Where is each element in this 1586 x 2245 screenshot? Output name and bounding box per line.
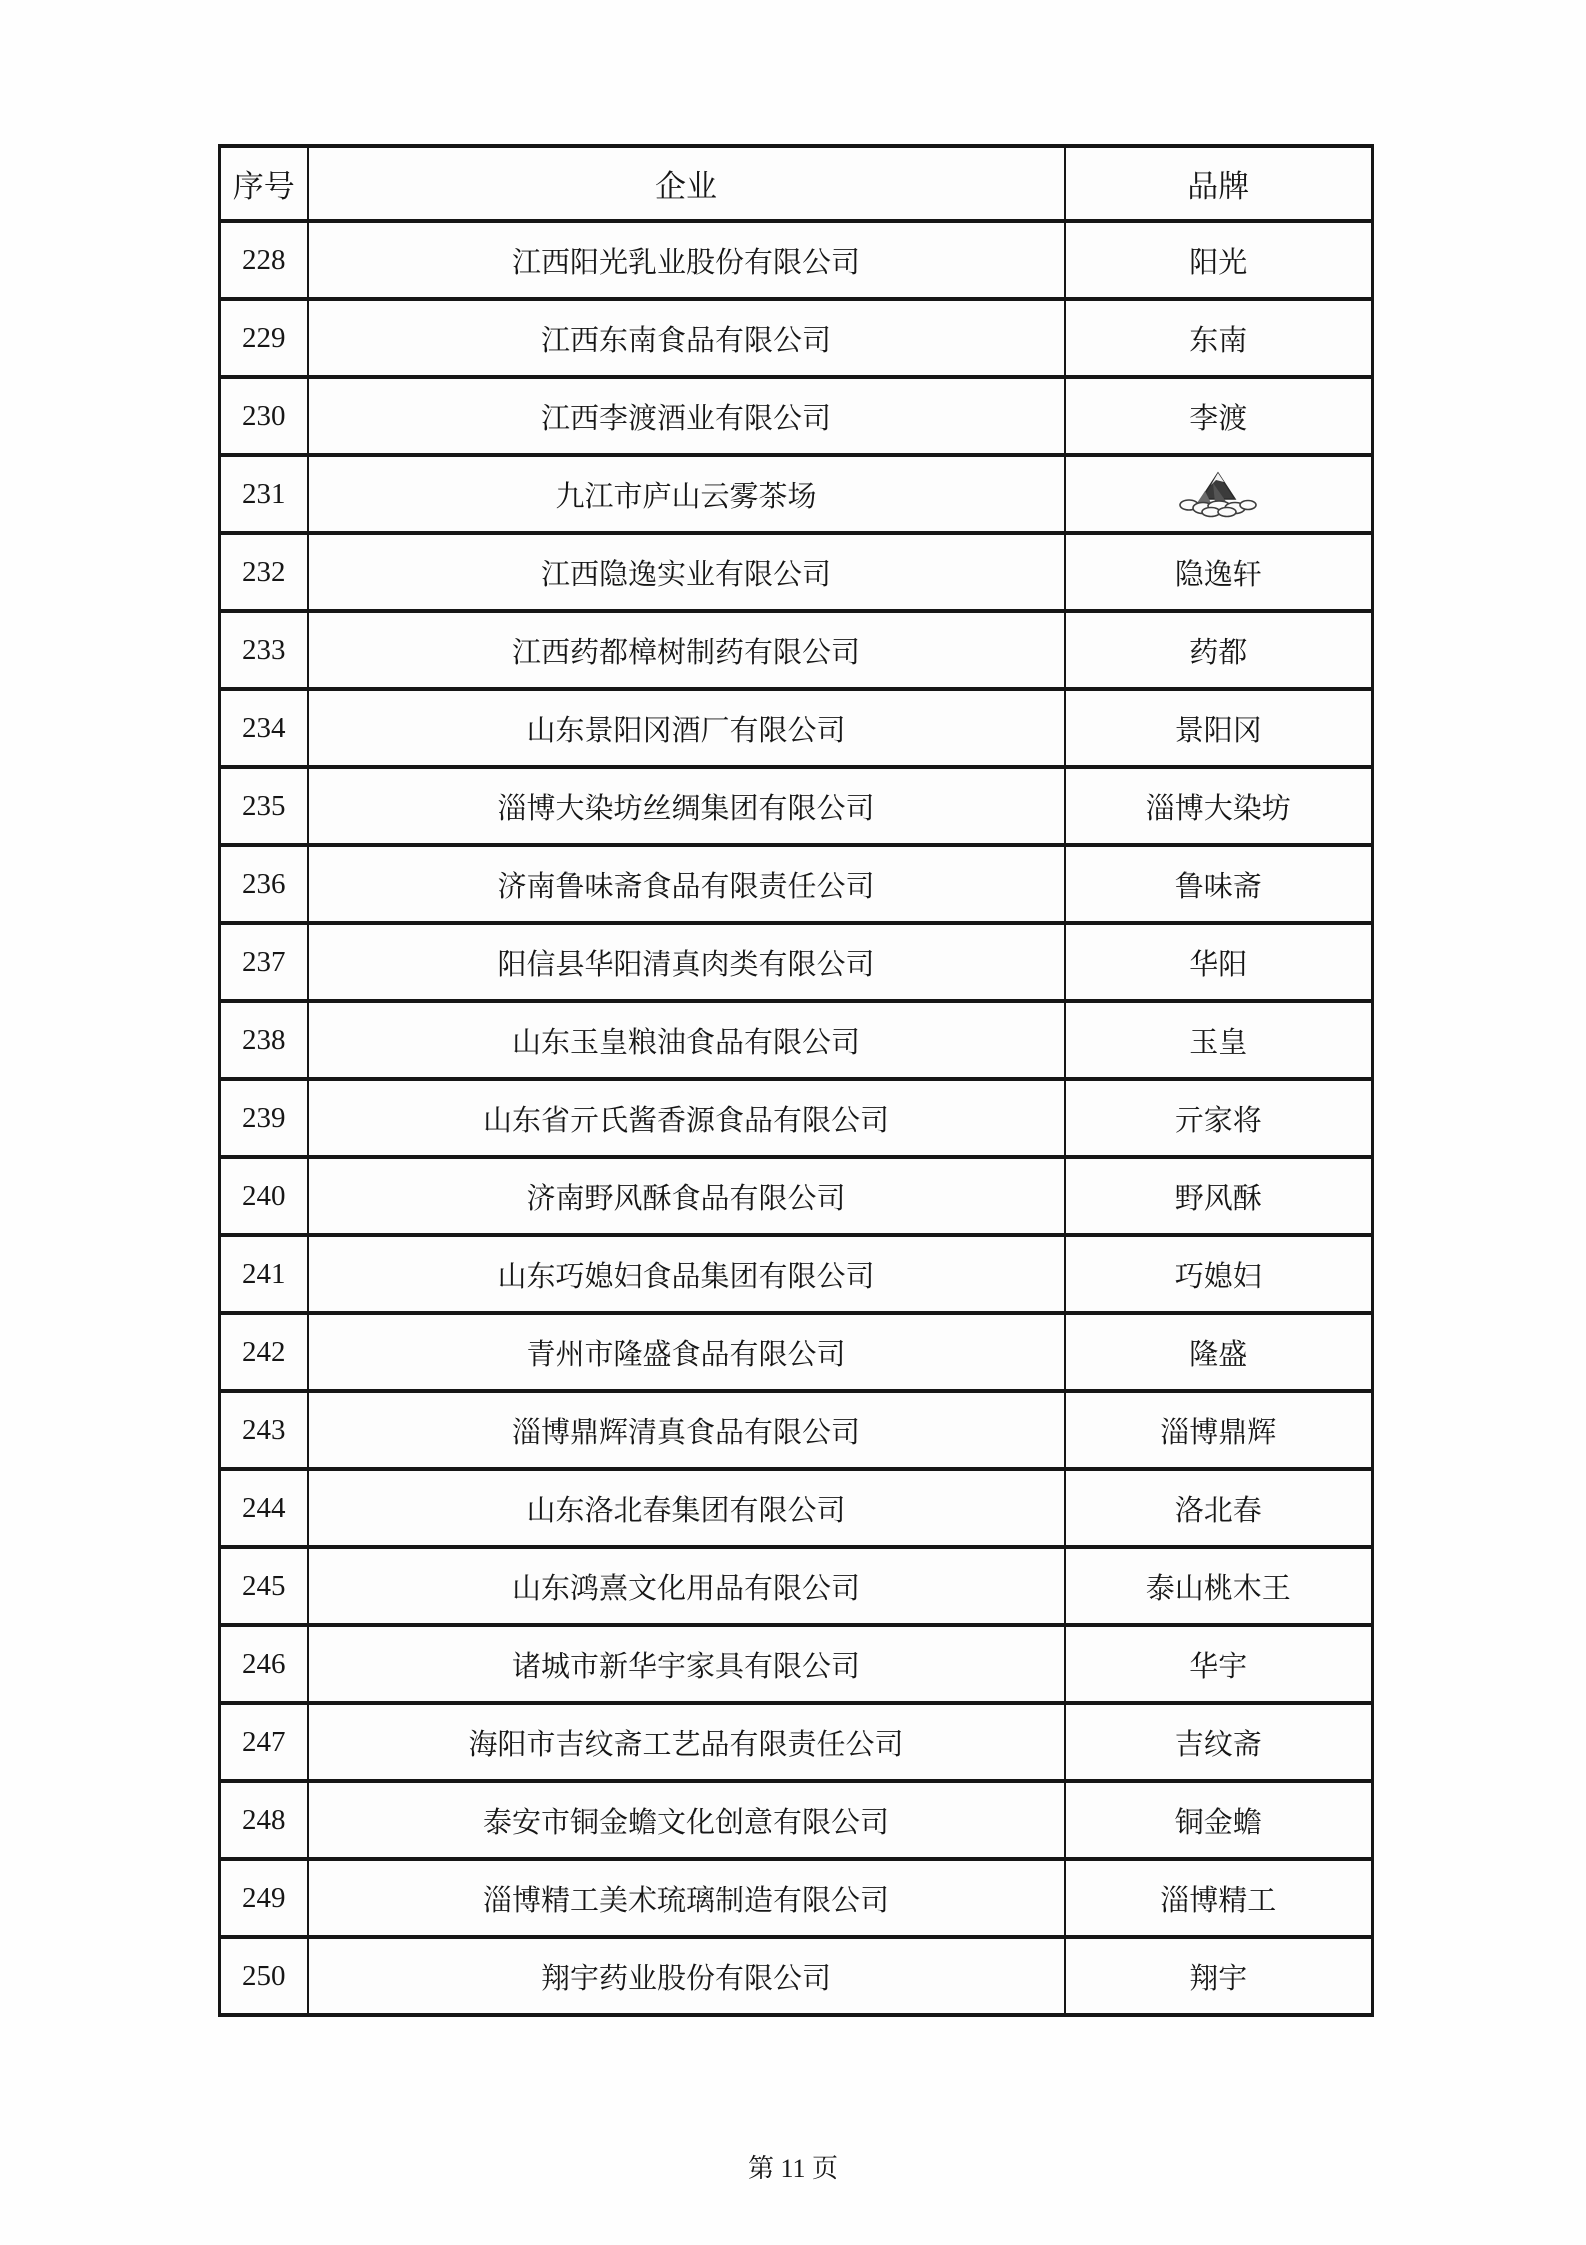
company-cell: 泰安市铜金蟾文化创意有限公司 <box>308 1781 1065 1859</box>
company-cell: 青州市隆盛食品有限公司 <box>308 1313 1065 1391</box>
brand-text: 隐逸轩 <box>1174 558 1262 591</box>
row-index-cell: 249 <box>220 1859 308 1937</box>
column-header-index: 序号 <box>220 146 308 221</box>
brand-text: 东南 <box>1189 324 1248 357</box>
table-row <box>220 1547 1373 1625</box>
brand-cell <box>1065 1001 1373 1079</box>
table-row <box>220 221 1373 299</box>
company-cell: 淄博鼎辉清真食品有限公司 <box>308 1391 1065 1469</box>
brand-cell <box>1065 1391 1373 1469</box>
company-cell: 淄博精工美术琉璃制造有限公司 <box>308 1859 1065 1937</box>
brand-cell <box>1065 1781 1373 1859</box>
table-row <box>220 1859 1373 1937</box>
brand-cell <box>1065 1313 1373 1391</box>
table-row <box>220 377 1373 455</box>
row-index-cell: 242 <box>220 1313 308 1391</box>
brand-cell <box>1065 1703 1373 1781</box>
row-index-cell: 234 <box>220 689 308 767</box>
row-index-cell: 239 <box>220 1079 308 1157</box>
brand-text: 淄博大染坊 <box>1145 792 1291 825</box>
row-index-cell: 236 <box>220 845 308 923</box>
brand-text: 华宇 <box>1189 1650 1248 1683</box>
column-header-company: 企业 <box>308 146 1065 221</box>
brand-text: 药都 <box>1189 636 1248 669</box>
row-index-cell: 228 <box>220 221 308 299</box>
brand-text: 吉纹斋 <box>1174 1728 1262 1761</box>
brand-cell <box>1065 845 1373 923</box>
brand-cell <box>1065 923 1373 1001</box>
row-index-cell: 238 <box>220 1001 308 1079</box>
brand-cell <box>1065 1157 1373 1235</box>
row-index-cell: 240 <box>220 1157 308 1235</box>
company-cell: 诸城市新华宇家具有限公司 <box>308 1625 1065 1703</box>
company-cell: 江西隐逸实业有限公司 <box>308 533 1065 611</box>
row-index-cell: 246 <box>220 1625 308 1703</box>
brand-cell <box>1065 455 1373 533</box>
row-index-cell: 243 <box>220 1391 308 1469</box>
table-body <box>220 221 1373 2015</box>
brand-text: 泰山桃木王 <box>1145 1572 1291 1605</box>
table-row <box>220 689 1373 767</box>
company-cell: 江西李渡酒业有限公司 <box>308 377 1065 455</box>
brand-cell <box>1065 1859 1373 1937</box>
table-header-row <box>220 146 1373 221</box>
company-cell: 山东洛北春集团有限公司 <box>308 1469 1065 1547</box>
brand-table <box>218 144 1374 2017</box>
company-cell: 山东省亓氏酱香源食品有限公司 <box>308 1079 1065 1157</box>
brand-text: 翔宇 <box>1189 1962 1248 1995</box>
company-cell: 山东鸿熹文化用品有限公司 <box>308 1547 1065 1625</box>
brand-cell <box>1065 221 1373 299</box>
table-row <box>220 1937 1373 2015</box>
company-cell: 山东景阳冈酒厂有限公司 <box>308 689 1065 767</box>
row-index-cell: 244 <box>220 1469 308 1547</box>
row-index-cell: 245 <box>220 1547 308 1625</box>
company-cell: 翔宇药业股份有限公司 <box>308 1937 1065 2015</box>
brand-cell <box>1065 1079 1373 1157</box>
company-cell: 江西阳光乳业股份有限公司 <box>308 221 1065 299</box>
brand-cell <box>1065 1937 1373 2015</box>
brand-cell <box>1065 1235 1373 1313</box>
company-cell: 济南野风酥食品有限公司 <box>308 1157 1065 1235</box>
row-index-cell: 247 <box>220 1703 308 1781</box>
brand-cell <box>1065 1547 1373 1625</box>
row-index-cell: 248 <box>220 1781 308 1859</box>
row-index-cell: 237 <box>220 923 308 1001</box>
brand-text: 隆盛 <box>1189 1338 1248 1371</box>
brand-text: 淄博鼎辉 <box>1160 1416 1277 1449</box>
company-cell: 阳信县华阳清真肉类有限公司 <box>308 923 1065 1001</box>
row-index-cell: 230 <box>220 377 308 455</box>
table-row <box>220 1313 1373 1391</box>
company-cell: 济南鲁味斋食品有限责任公司 <box>308 845 1065 923</box>
table-row <box>220 767 1373 845</box>
table-row <box>220 611 1373 689</box>
company-cell: 山东巧媳妇食品集团有限公司 <box>308 1235 1065 1313</box>
row-index-cell: 229 <box>220 299 308 377</box>
table-row <box>220 1157 1373 1235</box>
page-number: 第 11 页 <box>747 2154 839 2183</box>
brand-cell <box>1065 689 1373 767</box>
brand-cell <box>1065 1625 1373 1703</box>
table-row <box>220 533 1373 611</box>
row-index-cell: 232 <box>220 533 308 611</box>
table-row <box>220 1469 1373 1547</box>
brand-cell <box>1065 377 1373 455</box>
company-cell: 江西药都樟树制药有限公司 <box>308 611 1065 689</box>
brand-cell <box>1065 299 1373 377</box>
row-index-cell: 231 <box>220 455 308 533</box>
company-cell: 江西东南食品有限公司 <box>308 299 1065 377</box>
brand-text: 铜金蟾 <box>1174 1806 1262 1839</box>
brand-text: 阳光 <box>1189 246 1248 279</box>
column-header-brand: 品牌 <box>1065 146 1373 221</box>
brand-cell <box>1065 611 1373 689</box>
brand-text: 亓家将 <box>1174 1104 1262 1137</box>
company-cell: 山东玉皇粮油食品有限公司 <box>308 1001 1065 1079</box>
table-row <box>220 1079 1373 1157</box>
brand-text: 李渡 <box>1189 402 1248 435</box>
table-row <box>220 1001 1373 1079</box>
row-index-cell: 233 <box>220 611 308 689</box>
company-cell: 海阳市吉纹斋工艺品有限责任公司 <box>308 1703 1065 1781</box>
table-row <box>220 1625 1373 1703</box>
table-row <box>220 1703 1373 1781</box>
brand-text: 淄博精工 <box>1160 1884 1277 1917</box>
brand-text: 鲁味斋 <box>1174 870 1262 903</box>
table-row <box>220 455 1373 533</box>
table-row <box>220 1391 1373 1469</box>
table-row <box>220 1781 1373 1859</box>
brand-cell <box>1065 1469 1373 1547</box>
company-cell: 淄博大染坊丝绸集团有限公司 <box>308 767 1065 845</box>
row-index-cell: 235 <box>220 767 308 845</box>
table-row <box>220 299 1373 377</box>
brand-cell <box>1065 767 1373 845</box>
mountain-clouds-logo-icon <box>1175 469 1261 519</box>
company-cell: 九江市庐山云雾茶场 <box>308 455 1065 533</box>
brand-cell <box>1065 533 1373 611</box>
row-index-cell: 241 <box>220 1235 308 1313</box>
table-row <box>220 1235 1373 1313</box>
table-row <box>220 845 1373 923</box>
table-row <box>220 923 1373 1001</box>
row-index-cell: 250 <box>220 1937 308 2015</box>
brand-text: 洛北春 <box>1174 1494 1262 1527</box>
brand-text: 玉皇 <box>1189 1026 1248 1059</box>
brand-text: 巧媳妇 <box>1174 1260 1262 1293</box>
brand-text: 景阳冈 <box>1174 714 1262 747</box>
brand-text: 野风酥 <box>1174 1182 1262 1215</box>
brand-text: 华阳 <box>1189 948 1248 981</box>
